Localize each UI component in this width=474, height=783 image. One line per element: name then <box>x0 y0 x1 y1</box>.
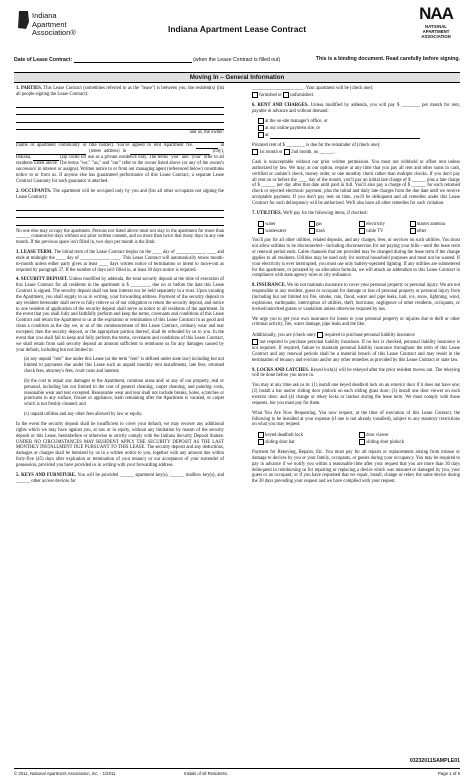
occupant-line[interactable] <box>16 212 224 219</box>
utilities-text2: You'll pay for all other utilities, related deposits, and any charges, fees, or services on such utilities. You must not allow utilities to be disconnected—including disconnection for not paying your bills—until the lease term or renewal period ends. Cable channels that are provided may be changed during the lease term if the change applies to all residents. Utilities may be used only for normal household purposes and must not be wasted. If your electricity is ever interrupted, you must use only battery-operated lighting. If any utilities are submetered for the apartment, or prorated by an allocation formula, we will attach an addendum to this Lease Contract in compliance with state agency rules or city ordinance. <box>252 238 460 279</box>
naa-line2: APARTMENT <box>422 29 450 34</box>
date-hint: (when the Lease Contract is filled out) <box>193 57 281 63</box>
unfurnished-checkbox[interactable] <box>283 92 289 98</box>
paragraph-lease-term <box>16 250 224 273</box>
utilities-text: We'll pay for the following items, if checked: <box>282 210 368 216</box>
binding-notice: This is a binding document. Read carefully before signing. <box>315 56 460 62</box>
utility-gas: gas <box>315 221 322 227</box>
lock-checkbox[interactable] <box>359 432 365 438</box>
rent-text3: Cash is unacceptable without our prior written permission. You must not withhold or offset rent unless authorized by law. We may, at our option, require at any time that you pay all rent and other sums in cash, certified or cashier's check, money order, or one monthly check rather than multiple checks. If you don't pay all rent on or before the ____ day of the month, you'll pay an initial late charge of $ ______ plus a late charge of $ ______ per day after that date until paid in full. You'll also pay a charge of $ ______ for each returned check or rejected electronic payment, plus the initial and daily late charges from the due date until we receive acceptable payment. If you don't pay rent on time, you'll be delinquent and all remedies under this Lease Contract for such delinquency will be authorized. We'll also have all other remedies for such violation. <box>252 159 460 206</box>
utility-checkbox[interactable] <box>359 221 365 227</box>
utility-cable-tv: cable TV <box>366 228 384 234</box>
parties-text2: (zip code) for use as a private residence only. The terms "you" and "your" refer to all residents listed above. The terms "we," "us," and "our" refer to the owner listed above (or any of the owner's successors' in interest or assigns). Written notice to or from our managing agent (referenced below) constitutes notice to or from us. If anyone else has guaranteed performance of this Lease Contract, a separate Lease Contract Guaranty for each guarantor is attached. <box>16 155 225 184</box>
deposit-item-a: (a) any unpaid "rent" due under this Lease (as the term "rent" is defined under state law) including but not limited to payments due under this Lease such as unpaid monthly rent installments, late fees, returned check fees, attorney's fees, court costs and interest; <box>24 357 224 375</box>
locks-text: Keyed lock(s) will be rekeyed after the prior resident moves out. The rekeying will be done before you move in. <box>252 367 460 379</box>
parties-text: This Lease Contract (sometimes referred to as the "lease") is between you, the resident(s) (list all people signing the Lease Contract): <box>16 86 224 97</box>
insurance-required-label: required to purchase personal liability insurance <box>324 333 415 339</box>
unfurnished-label: unfurnished. <box>290 92 314 98</box>
rent-heading: 6. RENT AND CHARGES. <box>252 102 309 108</box>
naa-logo <box>412 4 460 39</box>
utility-master-antenna: master antenna <box>416 221 445 227</box>
naa-line1: NATIONAL <box>425 24 447 29</box>
furnished-text: ______________________. Your apartment will be (check one): <box>252 86 374 91</box>
lock-sliding-door-pinlock: sliding door pinlock <box>366 440 404 446</box>
right-column <box>252 86 460 489</box>
insurance-text: We do not maintain insurance to cover your personal property or personal injury. We are not responsible to any resident, guest or occupant for damage or loss of personal property or personal injury from (including but not limited to) fire, smoke, rain, flood, water and pipe leaks, hail, ice, snow, lightning, wind, explosions, earthquake, interruption of utilities, theft, hurricane, negligence of other residents, occupants, or invited/uninvited guests or vandalism unless otherwise required by law. <box>252 283 461 312</box>
lease-term-heading: 3. LEASE TERM. <box>16 250 53 256</box>
resident-line[interactable] <box>16 102 224 109</box>
org-name-line2: Association® <box>32 28 76 37</box>
resident-line[interactable] <box>16 116 224 123</box>
furnished-checkbox[interactable] <box>252 92 258 98</box>
paragraph-parties <box>16 86 224 98</box>
section-heading: Moving In – General Information <box>14 72 460 83</box>
lock-checkbox[interactable] <box>258 439 264 445</box>
naa-line3: ASSOCIATION <box>421 34 451 39</box>
prorated-rent <box>252 143 460 156</box>
occupant-line[interactable] <box>16 219 224 226</box>
parties-apartment <box>16 143 224 184</box>
security-deposit-text: Unless modified by addenda, the total security deposit at the time of execution of this Lease Contract for all residents in the apartment is $ ________, due on or before the date this Lease Contract is signed. The security deposit shall not bear interest nor be held separately in a trust. Upon vacating the Apartment, you shall supply to us in writing, your forwarding address. Payment of the security deposit to any resident hereunder shall serve to fully relieve us of our obligation to return the security deposit, and notice to one resident of application of the security deposit shall serve as notice to all residents of the apartment. In the event that you shall fully and faithfully perform and keep the terms, covenants and conditions of this Lease Contract and return the Apartment to us at the expiration or termination of this Lease Contract in as good and clean a condition as the day we, or as of the commencement of this Lease Contract, ordinary wear and tear excepted, then the security deposit, or the appropriate portion thereof, shall be refunded by us to you. In the event that you shall fail to keep and fully perform the terms, covenants and conditions of this Lease Contract, we shall retain from said security deposit an amount sufficient to reimburse us for any damages caused by your default, including but not limited to: <box>16 277 224 353</box>
insurance-not-required-label: not required to purchase personal liability insurance. If no box is checked, personal liability insurance is not required. If required, failure to maintain personal liability insurance throughout the term of this Lease Contract and any renewal periods shall be a material breach of this Lease Contract and may result in the termination of tenancy and eviction and/or any other remedies as provided by this Lease Contract or state law. <box>252 340 461 363</box>
lease-term-text: The initial term of the Lease Contract begins on the ____ day of ____________, ____ and ends at midnight the ____ day of ____________, ____. This Lease Contract will automatically renew month-to-month unless either party gives at least ____ days written notice of termination or intent to move-out as required by paragraph 37. If the number of days isn't filled in, at least 30 days notice is required. <box>16 250 225 273</box>
insurance-text2: We urge you to get your own insurance for losses to your personal property or injuries due to theft or other criminal activity, fire, water damage, pipe leaks and the like. <box>252 316 460 328</box>
parties-at: at <box>220 143 225 149</box>
locks-heading: 9. LOCKS AND LATCHES. <box>252 367 310 373</box>
locks-text2: You may at any time ask us to: (1) install one keyed deadbolt lock on an exterior door if it does not have one; (2) install a bar and/or sliding door pinlock on each sliding glass door; (3) install one door viewer on each exterior door; and (4) change or rekey locks or latches during the lease term. We must comply with those requests, but you must pay for them. <box>252 383 460 406</box>
occupant-line[interactable] <box>16 205 224 212</box>
parties-note: (name of apartment community or title holder). You've agreed to rent Apartment No. <box>16 143 194 149</box>
other-location-label: at <box>265 133 269 139</box>
initials-label: Initials of all Residents: <box>184 771 228 776</box>
utility-checkbox[interactable] <box>258 228 264 234</box>
parties-and-owner: and us, the owner: <box>189 130 224 136</box>
utility-trash: trash <box>315 228 325 234</box>
document-title: Indiana Apartment Lease Contract <box>167 24 307 34</box>
paragraph-locks <box>252 368 460 380</box>
paragraph-keys <box>16 473 224 485</box>
form-code: 03232011SAMPLE01 <box>409 758 460 764</box>
org-name-line1: Indiana Apartment <box>32 11 67 29</box>
utility-checkbox[interactable] <box>410 228 416 234</box>
owner-line[interactable] <box>16 136 224 143</box>
page-footer <box>14 768 460 776</box>
utility-checkbox[interactable] <box>410 221 416 227</box>
deposit-item-b: (b) the cost to repair any damages to the Apartment, common areas and/ or any of our property, real or personal, including but not limited to the cost of general cleaning, carpet cleaning, and painting costs, reasonable wear and tear excepted. Reasonable wear and tear shall not include breaks, holes, scratches or punctures in any surface, fixture or appliance, trash remaining after the Apartment is vacated, or carpet which is not freshly cleaned; and <box>24 378 224 408</box>
rent-text: Unless modified by addenda, you will pay $ ________ per month for rent, payable in advance and without demand: <box>252 102 460 114</box>
utility-checkbox[interactable] <box>309 228 315 234</box>
lock-checkbox[interactable] <box>258 432 264 438</box>
paragraph-rent <box>252 103 460 115</box>
onsite-office-label: at the on-site manager's office, or <box>265 119 328 125</box>
lock-door-viewer: door viewer <box>366 433 389 439</box>
date-label: Date of Lease Contract: <box>14 57 73 63</box>
lock-sliding-door-bar: sliding door bar <box>265 440 295 446</box>
date-line <box>14 56 460 63</box>
page-number: Page 1 of 6 <box>438 771 460 776</box>
utility-checkbox[interactable] <box>359 228 365 234</box>
deposit-item-c: (c) unpaid utilities and any other fees allowed by law or equity. <box>24 412 143 418</box>
paragraph-occupants <box>16 189 224 201</box>
first-month-checkbox[interactable] <box>252 149 258 155</box>
paragraph-insurance <box>252 283 460 312</box>
utility-wastewater: wastewater <box>265 228 287 234</box>
copyright: © 2011, National Apartment Association, Inc. - 1/2011 <box>14 771 116 776</box>
onsite-office-checkbox[interactable] <box>258 118 264 124</box>
insurance-text3: Additionally, you are (check one): <box>252 333 317 339</box>
insurance-heading: 8. INSURANCE. <box>252 283 286 289</box>
occupants-text2: No one else may occupy the apartment. Persons not listed above must not stay in the apartment for more than ______ consecutive days without our prior written consent, and no more than twice that many days in any one month. If the previous space isn't filled in, two days per month is the limit. <box>16 228 224 246</box>
occupants-text: The apartment will be occupied only by you and (list all other occupants not signing the Lease Contract): <box>16 188 224 200</box>
insurance-required-checkbox[interactable] <box>317 332 323 338</box>
utility-checkbox[interactable] <box>309 221 315 227</box>
keys-heading: 5. KEYS AND FURNITURE. <box>16 472 76 478</box>
utility-checkbox[interactable] <box>258 221 264 227</box>
utility-options <box>252 221 460 235</box>
prorated-text: Prorated rent of $ ________ is due for the remainder of (check one): <box>252 143 381 149</box>
keys-continued <box>252 86 460 99</box>
lock-options <box>252 432 460 446</box>
lock-keyed-deadbolt: keyed deadbolt lock <box>265 433 303 439</box>
online-payment-checkbox[interactable] <box>258 125 264 131</box>
indiana-apartment-association-logo <box>16 6 86 40</box>
first-month-label: 1st month or <box>259 150 283 156</box>
naa-mark: NAA <box>419 4 453 23</box>
parties-heading: 1. PARTIES. <box>16 86 42 91</box>
other-location-checkbox[interactable] <box>258 132 264 138</box>
utility-other: other <box>416 228 427 234</box>
other-location-field[interactable] <box>270 133 420 139</box>
security-deposit-text2: In the event the security deposit shall be insufficient to cover your default, we may recover any additional rights which we may have against you, at law or in equity, without any limitation by reason of the security deposit or this Lease, hereinbefore or otherwise to strictly comply with the Indiana Security Deposit Statute. UNDER NO CIRCUMSTANCES MAY RESIDENT APPLY THE SECURITY DEPOSIT AS THE LAST MONTHLY INSTALLMENT DUE PURSUANT TO THIS LEASE. The security deposit and any deductions, damages or charges shall be itemized by us in a written notice to you, together with any amount due within forty-five (45) days after expiration or termination of your tenancy or our acceptance of your surrender of possession, provided you have provided us in writing with your forwarding address. <box>16 421 224 468</box>
insurance-not-required-checkbox[interactable] <box>252 339 258 345</box>
security-deposit-heading: 4. SECURITY DEPOSIT. <box>16 277 68 283</box>
parties-city: (city), Indiana, <box>16 149 225 161</box>
left-column <box>16 86 224 488</box>
utility-water: water <box>265 221 276 227</box>
city-field[interactable] <box>130 149 210 155</box>
occupants-heading: 2. OCCUPANTS. <box>16 188 52 194</box>
online-payment-label: at our online payment site, or <box>265 126 321 132</box>
keys-text: You will be provided ______ apartment key(s), ______ mailbox key(s), and ______ other access devices for <box>16 472 225 484</box>
furnished-label: furnished or <box>259 92 282 98</box>
utility-electricity: electricity <box>366 221 385 227</box>
second-month-checkbox[interactable] <box>284 149 290 155</box>
locks-text4: Payment for Rekeying, Repairs, Etc. You must pay for all repairs or replacements arising from misuse or damage to devices by you or your family, occupants, or guests during your occupancy. You may be required to pay in advance if we notify you within a reasonable time after your request that you are more than 30 days delinquent in reimbursing us for repairing or replacing a device which was misused or damaged by you, your guest or an occupant; or if you have requested that we repair, install, change or rekey the same device during the 30 days preceding your request and we have complied with your request. <box>252 450 460 485</box>
second-month-label: 2nd month, on ______. <box>291 150 335 156</box>
utilities-heading: 7. UTILITIES. <box>252 210 282 216</box>
paragraph-utilities <box>252 211 460 217</box>
lock-checkbox[interactable] <box>359 439 365 445</box>
resident-line[interactable] <box>16 123 224 130</box>
locks-text3: What You Are Now Requesting. You now request, at the time of execution of this Lease Contract, the following to be installed at your expense (if one is not already installed), subject to any statutory restrictions on what you may request: <box>252 410 460 428</box>
date-field[interactable] <box>74 56 192 63</box>
insurance-options <box>252 332 460 363</box>
parties-street: (street address) in <box>89 149 127 155</box>
paragraph-security-deposit <box>16 277 224 353</box>
resident-line[interactable] <box>16 109 224 116</box>
payment-options <box>252 118 460 139</box>
